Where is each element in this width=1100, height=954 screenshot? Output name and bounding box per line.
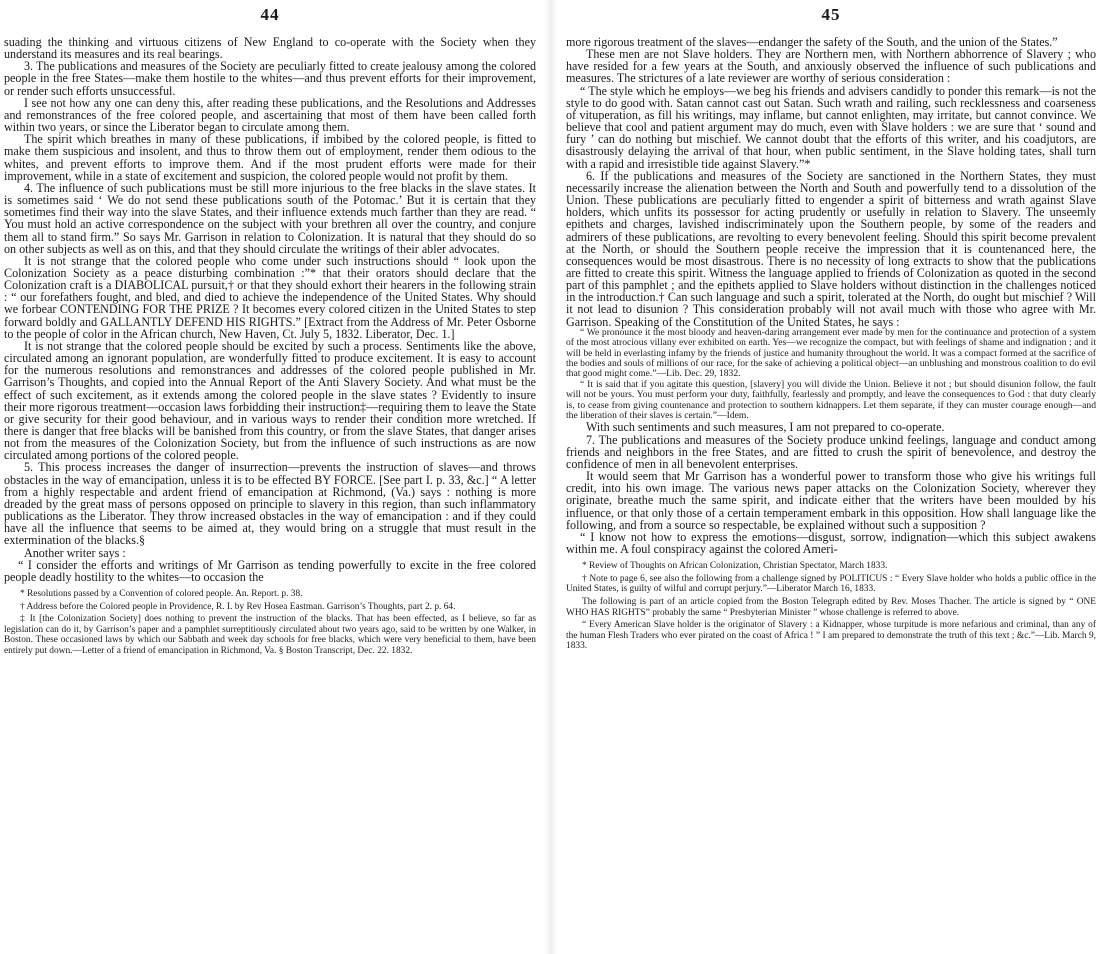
right-page	[566, 0, 1096, 954]
footnotes	[566, 561, 1096, 652]
footnote: The following is part of an article copied from the Boston Telegraph edited by Rev. Moses Thacher. The article is signed by “ ONE WHO HAS RIGHTS” probably the same “ Presbyterian Minister ” whose challenge is referred to above.	[566, 596, 1096, 618]
paragraph: “ The style which he employs—we beg his friends and advisers candidly to ponder this remark—is not the style to do good with. Satan cannot cast out Satan. Such wrath and railing, such recklessness and coarseness of vituperation, as fill his writings, may inflame, but cannot enlighten, may irritate, but cannot convince. We believe that cool and patient argument may do much, even with Slave holders : we are sure that ‘ sound and fury ’ can do nothing but mischief. We cannot doubt that the efforts of this writer, and his coadjutors, are disastrously delaying the arrival of that hour, when public sentiment, in the Slave holding tates, shall turn with a rapid and irresistible tide against Slavery.”*	[566, 83, 1096, 171]
paragraph: 3. The publications and measures of the Society are peculiarly fitted to create jealousy among the colored people in the free States—make them hostile to the whites—and thus prevent efforts for their improvement, or render such efforts unsuccessful.	[4, 59, 536, 98]
paragraph: It would seem that Mr Garrison has a wonderful power to transform those who give his writings full credit, into his own image. The various news paper attacks on the Colonization Society, wherever they originate, breathe much the same spirit, and indicate either that the writers have been moulded by his influence, or that only those of a certain temperament embark in this opposition. How shall language like the following, and from a source so respectable, be explained without such a supposition ?	[566, 469, 1096, 532]
paragraph: These men are not Slave holders. They are Northern men, with Northern abhorrence of Slavery ; who have resided for a few years at the South, and anxiously observed the influence of such publications and measures. The strictures of a late reviewer are worthy of serious consideration :	[566, 47, 1096, 86]
paragraph: It is not strange that the colored people should be excited by such a process. Sentiments like the above, circulated among an ignorant population, are wonderfully fitted to produce excitement. It is easy to account for the numerous resolutions and remonstrances and addresses of the colored people published in Mr. Garrison’s Thoughts, and copied into the Annual Report of the Anti Slavery Society. And what must be the effect of such excitement, as it extends among the colored people in the slave states ? Evidently to insure their more rigorous treatment—occasion laws forbidding their instruction‡—requiring them to leave the State or give security for their good behaviour, and in various ways to render their condition more wretched. If there is danger that free blacks will be banished from this country, or from the slave States, that danger arises not from the measures of the Colonization Society, but from the influence of such instructions as are now circulated among portions of the colored people.	[4, 338, 536, 463]
paragraph: With such sentiments and such measures, I am not prepared to co-operate.	[586, 420, 945, 435]
paragraph: “ I know not how to express the emotions—disgust, sorrow, indignation—which this subject awakens within me. A foul conspiracy against the colored Ameri-	[566, 529, 1096, 556]
paragraph: “ I consider the efforts and writings of Mr Garrison as tending powerfully to excite in the free colored people deadly hostility to the whites—to occasion the	[4, 557, 536, 584]
paragraph: 6. If the publications and measures of the Society are sanctioned in the Northern States, they must necessarily increase the alienation between the North and South and powerfully tend to a dissolution of the Union. These publications are peculiarly fitted to engender a spirit of bitterness and wrath against Slave holders, which unfits its possessor for acting prudently or usefully in relation to Slavery. The unseemly epithets and charges, lavished indiscriminately upon the Southern people, by some of the readers and admirers of these publications, are revolting to every benevolent feeling. Should this spirit become prevalent at the North, or should the Southern people receive the impression that it is countenanced here, the consequences would be most disastrous. There is no necessity of long extracts to show that the publications are fitted to create this spirit. Witness the language applied to friends of Colonization as quoted in the second part of this pamphlet ; and the epithets applied to Slave holders without distinction in the challenges noticed in the introduction.† Can such language and such a spirit, tolerated at the North, do ought but mischief ? Will it not lead to disunion ? This consideration probably will not avail much with those who agree with Mr. Garrison. Speaking of the Constitution of the United States, he says :	[566, 168, 1096, 329]
body-text	[4, 36, 536, 583]
paragraph: 5. This process increases the danger of insurrection—prevents the instruction of slaves—and throws obstacles in the way of emancipation, unless it is to be effected BY FORCE. [See part I. p. 33, &c.] “ A letter from a highly respectable and ardent friend of emancipation at Richmond, (Va.) says : nothing is more dreaded by the great mass of persons opposed on principle to slavery in this region, than such inflammatory publications as the Liberator. They throw increased obstacles in the way of emancipation : and if they could have all the influence that seems to be aimed at, they would bring on a struggle that must result in the extermination of the blacks.§	[4, 460, 536, 548]
block-quote	[566, 328, 1096, 422]
footnote: ‡ It [the Colonization Society] does nothing to prevent the instruction of the blacks. That has been effected, as I believe, so far as legislation can do it, by Garrison’s paper and a pamphlet surreptitiously circulated about two years ago, said to be written by one Walker, in Boston. These occasioned laws by which our Sabbath and week day schools for free blacks, which were very beneficial to them, have been entirely put down.—Letter of a friend of emancipation in Richmond, Va. § Boston Transcript, Dec. 22. 1832.	[4, 614, 536, 656]
page-number: 44	[260, 5, 280, 24]
page-number: 45	[821, 5, 841, 24]
footnote: † Address before the Colored people in Providence, R. I. by Rev Hosea Eastman. Garrison’s Thoughts, part 2. p. 64.	[20, 601, 456, 612]
paragraph: The spirit which breathes in many of these publications, if imbibed by the colored people, is fitted to make them suspicious and insolent, and thus to throw them out of employment, render them odious to the whites, and prevent efforts to improve them. And if the most prudent efforts were made for their improvement, while in a state of excitement and suspicion, the colored people would not profit by them.	[4, 132, 536, 183]
paragraph: It is not strange that the colored people who come under such instructions should “ look upon the Colonization Society as a peace disturbing combination :”* that their orators should declare that the Colonization craft is a DIABOLICAL pursuit,† or that they should exhort their hearers in the following strain : “ our forefathers fought, and bled, and died to achieve the independence of the United States. Why should we forbear CONTENDING FOR THE PRIZE ? It becomes every colored citizen in the United States to step forward boldly and GALLANTLY DEFEND HIS RIGHTS.” [Extract from the Address of Mr. Peter Osborne to the people of color in the African church, New Haven, Ct. July 5, 1832. Liberator, Dec. 1.]	[4, 253, 536, 341]
footnote: † Note to page 6, see also the following from a challenge signed by POLITICUS : “ Every Slave holder who holds a public office in the United States, is guilty of wilful and corrupt perjury.”—Liberator March 16, 1833.	[566, 573, 1096, 595]
footnotes	[4, 589, 536, 657]
paragraph: I see not how any one can deny this, after reading these publications, and the Resolutions and Addresses and remonstrances of the free colored people, and ascertaining that most of them have been called forth within two years, or since the Liberator began to circulate among them.	[4, 95, 536, 135]
paragraph: 4. The influence of such publications must be still more injurious to the free blacks in the slave states. It is sometimes said ‘ We do not send these publications south of the Potomac.’ But it is certain that they sometimes find their way into the slave States, and their influence extends much farther than they are read. “ You must hold an active correspondence on the subject with your brethren all over the country, and conjure them all to stand firm.” So says Mr. Garrison in relation to Colonization. It is natural that they should do so on other subjects as well as on this, and that they should circulate the writings of their abler advocates.	[4, 180, 536, 256]
quote-paragraph: “ It is said that if you agitate this question, [slavery] you will divide the Union. Believe it not ; but should disunion follow, the fault will not be yours. You must perform your duty, faithfully, fearlessly and promptly, and leave the consequences to God : that duty clearly is, to cease from giving countenance and protection to southern kidnappers. Let them separate, if they can muster courage enough—and the liberation of their slaves is certain.”—Idem.	[566, 378, 1096, 421]
quote-paragraph: “ We pronounce it the most bloody and heaven-daring arrangement ever made by men for the continuance and protection of a system of the most atrocious villany ever exhibited on earth. Yes—we recognize the compact, but with feelings of shame and indignation ; and it will be held in everlasting infamy by the friends of justice and humanity throughout the world. It was a compact formed at the sacrifice of the bodies and souls of millions of our race, for the sake of achieving a political object—an unblushing and monstrous coalition to do evil that good might come.”—Lib. Dec. 29, 1832.	[566, 326, 1096, 380]
book-gutter	[544, 0, 558, 954]
paragraph: 7. The publications and measures of the Society produce unkind feelings, language and conduct among friends and neighbors in the free States, and are fitted to crush the spirit of benevolence, and destroy the confidence of men in all benevolent enterprises.	[566, 432, 1096, 471]
footnote: * Review of Thoughts on African Colonization, Christian Spectator, March 1833.	[582, 561, 888, 572]
paragraph: Another writer says :	[24, 545, 126, 560]
left-page	[4, 0, 536, 954]
paragraph: more rigorous treatment of the slaves—endanger the safety of the South, and the union of the States.”	[566, 35, 1058, 49]
footnote: * Resolutions passed by a Convention of colored people. An. Report. p. 38.	[20, 589, 303, 600]
footnote: “ Every American Slave holder is the originator of Slavery : a Kidnapper, whose turpitude is more nefarious and criminal, than any of the human Flesh Traders who ever pirated on the coast of Africa ! ” I am prepared to demonstrate the truth of this text ; &c.”—Lib. March 9, 1833.	[566, 620, 1096, 652]
paragraph: suading the thinking and virtuous citizens of New England to co-operate with the Society when they understand its measures and its real bearings.	[4, 35, 536, 62]
body-text	[566, 36, 1096, 555]
